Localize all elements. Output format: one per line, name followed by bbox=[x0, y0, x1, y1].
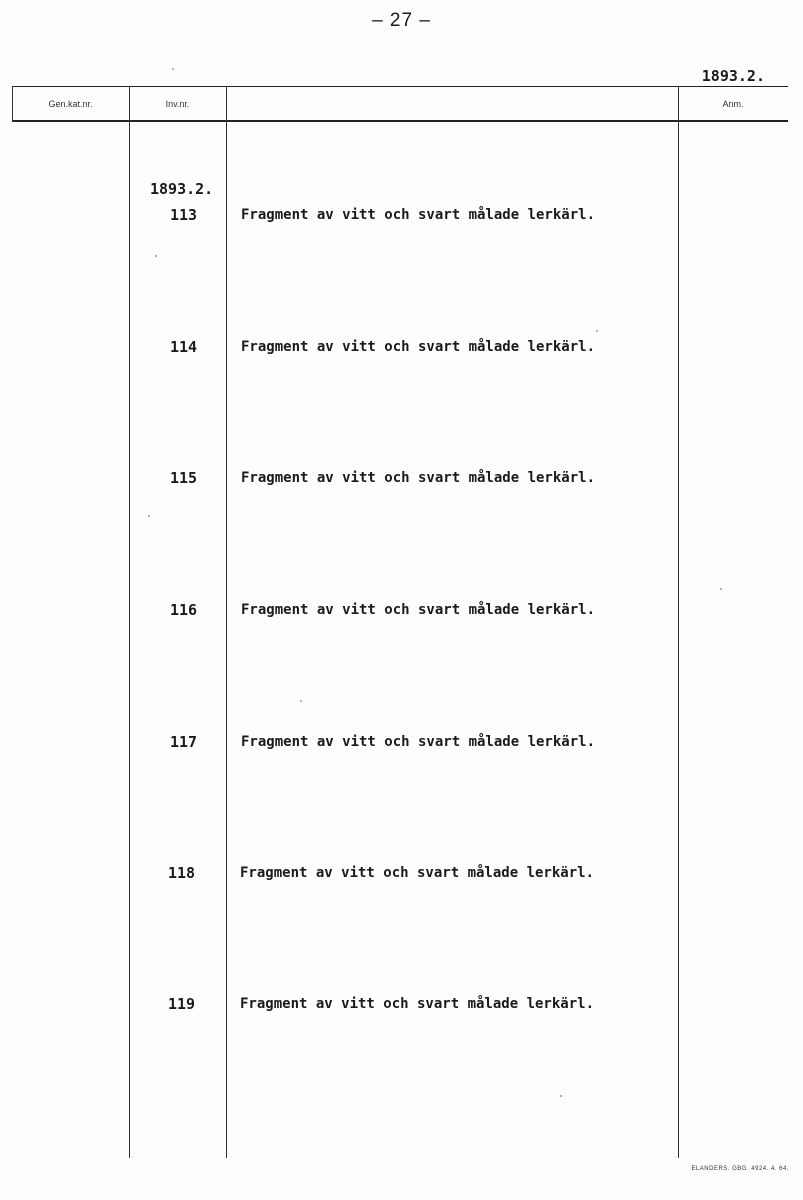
column-divider-gen-inv bbox=[129, 86, 130, 1158]
printer-mark: ELANDERS. GBG. 4924. 4. 64. bbox=[691, 1166, 789, 1172]
inventory-number: 116 bbox=[170, 601, 198, 619]
scan-speck bbox=[300, 700, 302, 702]
scan-speck bbox=[596, 330, 598, 332]
scan-speck bbox=[155, 255, 157, 257]
page-number: – 27 – bbox=[372, 10, 431, 31]
inventory-number: 119 bbox=[168, 995, 196, 1013]
entry-description: Fragment av vitt och svart målade lerkärl. bbox=[241, 207, 596, 223]
column-header-anm: Anm. bbox=[722, 99, 744, 109]
header-accession-number: 1893.2. bbox=[701, 67, 765, 85]
scan-speck bbox=[172, 68, 174, 70]
inventory-number: 113 bbox=[170, 206, 198, 224]
entry-description: Fragment av vitt och svart målade lerkärl. bbox=[240, 865, 595, 881]
inventory-number: 115 bbox=[170, 469, 198, 487]
inventory-number: 114 bbox=[170, 338, 198, 356]
inventory-number: 117 bbox=[170, 733, 198, 751]
column-header-gen-kat-nr: Gen.kat.nr. bbox=[48, 99, 93, 109]
entry-description: Fragment av vitt och svart målade lerkärl. bbox=[241, 602, 596, 618]
column-header-inv-nr: Inv.nr. bbox=[165, 99, 190, 109]
scan-speck bbox=[720, 588, 722, 590]
inventory-number: 118 bbox=[168, 864, 196, 882]
group-accession-label: 1893.2. bbox=[150, 180, 214, 198]
entry-description: Fragment av vitt och svart målade lerkärl. bbox=[241, 734, 596, 750]
entry-description: Fragment av vitt och svart målade lerkärl. bbox=[241, 339, 596, 355]
column-divider-desc-anm bbox=[678, 86, 679, 1158]
entry-description: Fragment av vitt och svart målade lerkärl. bbox=[241, 470, 596, 486]
scan-speck bbox=[560, 1095, 562, 1097]
entry-description: Fragment av vitt och svart målade lerkärl. bbox=[240, 996, 595, 1012]
scan-speck bbox=[148, 515, 150, 517]
